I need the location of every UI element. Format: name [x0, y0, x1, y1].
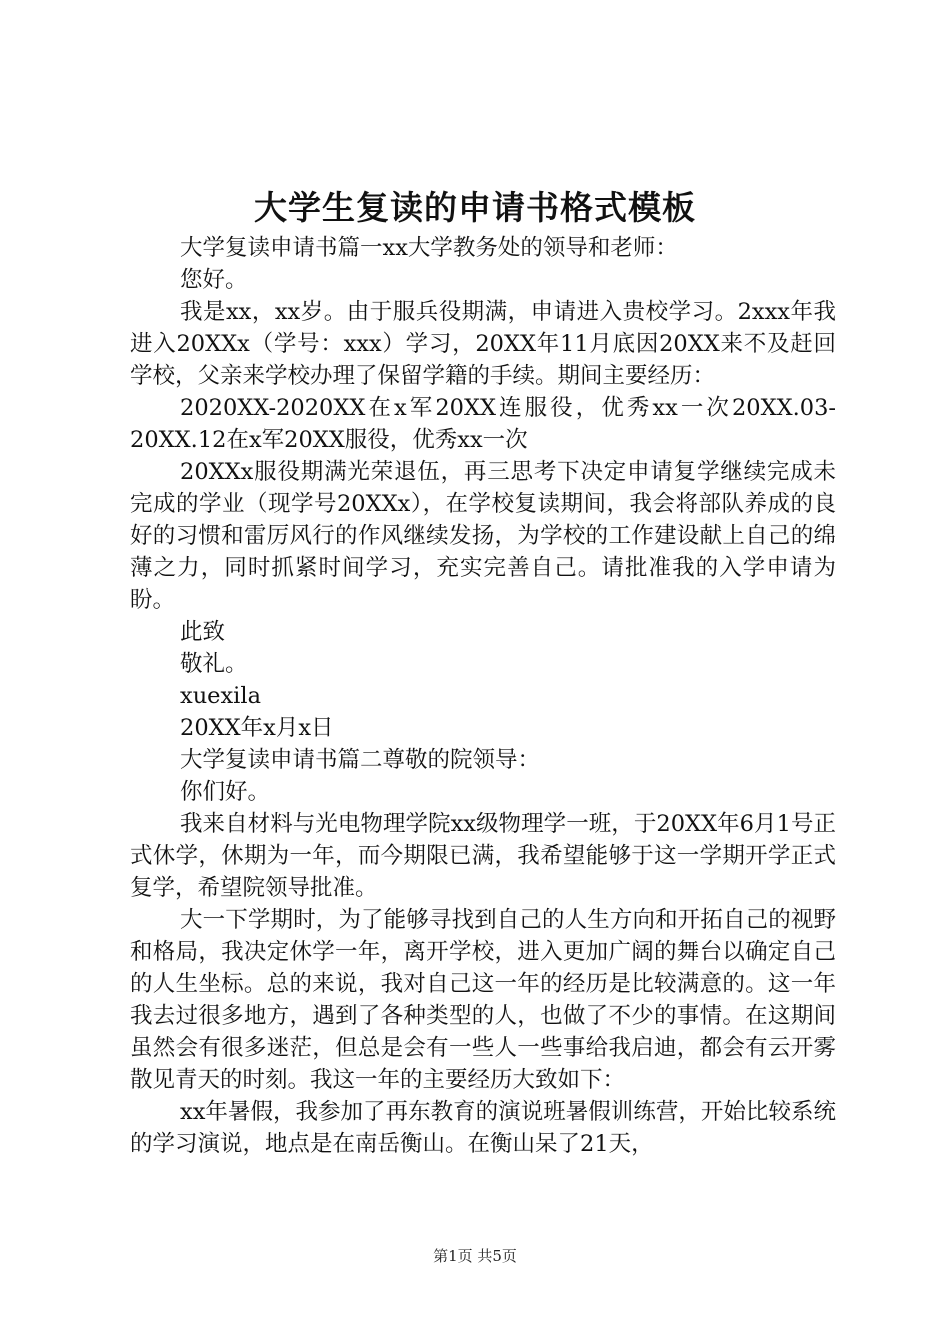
paragraph-summer: xx年暑假，我参加了再东教育的演说班暑假训练营，开始比较系统的学习演说，地点是在南岳衡山。在衡山呆了21天，: [130, 1099, 836, 1157]
paragraph-experience: 大一下学期时，为了能够寻找到自己的人生方向和开拓自己的视野和格局，我决定休学一年，离开学校，进入更加广阔的舞台以确定自己的人生坐标。总的来说，我对自己这一年的经历是比较满意的。这一年我去过很多地方，遇到了各种类型的人，也做了不少的事情。在这期间虽然会有很多迷茫，但总是会有一些人一些事给我启迪，都会有云开雾散见青天的时刻。我这一年的主要经历大致如下：: [130, 907, 836, 1093]
paragraph-salutation-1: 大学复读申请书篇一xx大学教务处的领导和老师：: [180, 235, 678, 261]
paragraph-closing-1: 此致: [180, 619, 226, 645]
paragraph-intro-1: 我是xx，xx岁。由于服兵役期满，申请进入贵校学习。2xxx年我进入20XXx（学号：xxx）学习，20XX年11月底因20XX来不及赶回学校，父亲来学校办理了保留学籍的手续。期间主要经历：: [130, 299, 836, 389]
document-body: [130, 232, 836, 1160]
paragraph-salutation-2: 大学复读申请书篇二尊敬的院领导：: [180, 747, 541, 773]
paragraph-greeting-2: 你们好。: [180, 779, 271, 805]
document-title: 大学生复读的申请书格式模板: [254, 188, 696, 227]
paragraph-signature: xuexila: [180, 683, 261, 709]
paragraph-greeting-1: 您好。: [180, 267, 248, 293]
paragraph-intro-2: 我来自材料与光电物理学院xx级物理学一班，于20XX年6月1号正式休学，休期为一年，而今期限已满，我希望能够于这一学期开学正式复学，希望院领导批准。: [130, 811, 836, 901]
page-footer: 第1页 共5页: [433, 1247, 517, 1265]
paragraph-closing-2: 敬礼。: [180, 651, 248, 677]
paragraph-service-record: 2020XX-2020XX在x军20XX连服役，优秀xx一次20XX.03-20XX.12在x军20XX服役，优秀xx一次: [130, 395, 836, 453]
paragraph-date: 20XX年x月x日: [180, 715, 334, 741]
paragraph-request-1: 20XXx服役期满光荣退伍，再三思考下决定申请复学继续完成未完成的学业（现学号20XXx），在学校复读期间，我会将部队养成的良好的习惯和雷厉风行的作风继续发扬，为学校的工作建设献上自己的绵薄之力，同时抓紧时间学习，充实完善自己。请批准我的入学申请为盼。: [130, 459, 836, 613]
